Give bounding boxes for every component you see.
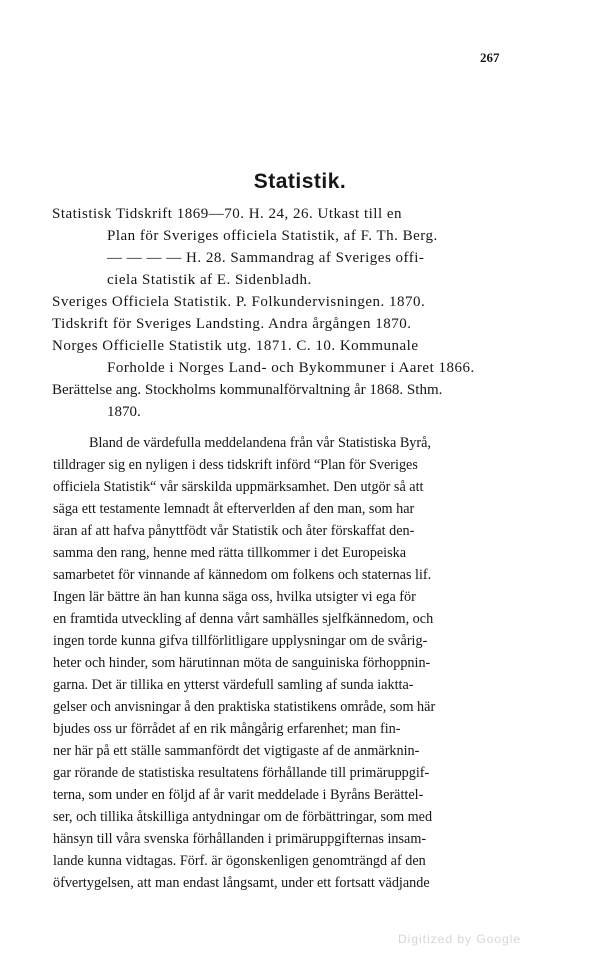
body-line: tilldrager sig en nyligen i dess tidskrift införd “Plan för Sveriges <box>53 457 418 473</box>
body-line: heter och hinder, som härutinnan möta de sanguiniska förhoppnin- <box>53 655 431 671</box>
body-line: officiela Statistik“ vår särskilda uppmärksamhet. Den utgör så att <box>53 479 424 495</box>
body-line: öfvertygelsen, att man endast långsamt, under ett fortsatt vädjande <box>53 875 430 891</box>
body-line: bjudes oss ur förrådet af en rik mångårig erfarenhet; man fin- <box>53 721 401 737</box>
bib-line: Norges Officielle Statistik utg. 1871. C. 10. Kommunale <box>52 338 419 354</box>
bib-line: Tidskrift för Sveriges Landsting. Andra årgången 1870. <box>52 316 412 332</box>
bib-line: Statistisk Tidskrift 1869—70. H. 24, 26. Utkast till en <box>52 206 403 222</box>
page-number: 267 <box>480 50 500 65</box>
body-line: samma den rang, henne med rätta tillkommer i det Europeiska <box>53 545 406 561</box>
body-line: samarbetet för vinnande af kännedom om folkens och staternas lif. <box>53 567 432 583</box>
body-line: terna, som under en följd af år varit meddelade i Byråns Berättel- <box>53 787 424 803</box>
body-line: ingen torde kunna gifva tillförlitligare upplysningar om de svårig- <box>53 633 428 649</box>
body-line: Bland de värdefulla meddelandena från vår Statistiska Byrå, <box>89 435 431 451</box>
bib-line: Plan för Sveriges officiela Statistik, af F. Th. Berg. <box>107 228 438 244</box>
body-line: lande kunna vidtagas. Förf. är ögonskenligen genomträngd af den <box>53 853 426 869</box>
bib-line: 1870. <box>107 404 141 420</box>
page-title: Statistik. <box>253 170 347 193</box>
body-line: hänsyn till våra svenska förhållanden i primäruppgifternas insam- <box>53 831 427 847</box>
watermark: Digitized by Google <box>398 932 522 946</box>
body-line: säga ett testamente lemnadt åt efterverlden af den man, som har <box>53 501 415 517</box>
bib-line: Berättelse ang. Stockholms kommunalförvaltning år 1868. Sthm. <box>52 382 443 398</box>
body-line: ser, och tillika åtskilliga antydningar om de förbättringar, som med <box>53 809 433 825</box>
body-line: äran af att hafva pånyttfödt vår Statistik och åter förskaffat den- <box>53 523 415 539</box>
body-line: en framtida utveckling af denna vårt samhälles sjelfkännedom, och <box>53 611 434 627</box>
body-line: gelser och anvisningar å den praktiska statistikens område, som här <box>53 699 436 715</box>
bib-line: Sveriges Officiela Statistik. P. Folkundervisningen. 1870. <box>52 294 426 310</box>
body-line: gar rörande de statistiska resultatens förhållande till primäruppgif- <box>53 765 430 781</box>
bib-line: — — — — H. 28. Sammandrag af Sveriges offi- <box>107 250 425 266</box>
bib-line: Forholde i Norges Land- och Bykommuner i Aaret 1866. <box>107 360 475 376</box>
body-line: garna. Det är tillika en ytterst värdefull samling af sunda iaktta- <box>53 677 414 693</box>
bib-line: ciela Statistik af E. Sidenbladh. <box>107 272 312 288</box>
body-line: Ingen lär bättre än han kunna säga oss, hvilka utsigter vi ega för <box>53 589 416 605</box>
body-line: ner här på ett ställe sammanfördt det vigtigaste af de anmärknin- <box>53 743 420 759</box>
